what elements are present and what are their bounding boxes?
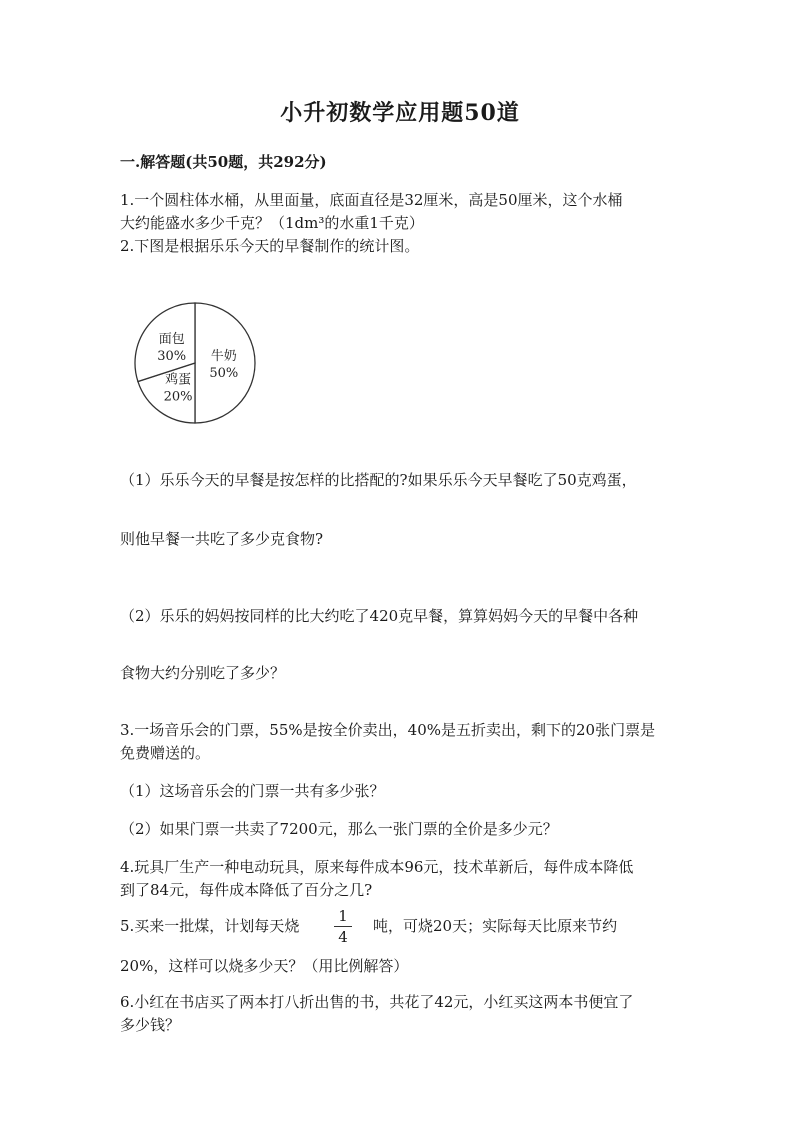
q2-part2-line2: 食物大约分别吃了多少？ [120, 664, 286, 682]
q1-line2: 大约能盛水多少千克？（1dm³的水重1千克） [120, 214, 424, 232]
q5-line2: 20%，这样可以烧多少天？（用比例解答） [120, 957, 409, 975]
q5-line1-before: 5.买来一批煤，计划每天烧 [120, 917, 300, 935]
section-heading: 一.解答题(共50题，共292分) [120, 153, 327, 171]
page-title: 小升初数学应用题50道 [280, 100, 520, 126]
q2-part1-line1: （1）乐乐今天的早餐是按怎样的比搭配的?如果乐乐今天早餐吃了50克鸡蛋， [120, 471, 637, 489]
q3-part1: （1）这场音乐会的门票一共有多少张？ [120, 782, 385, 800]
q4-line1: 4.玩具厂生产一种电动玩具，原来每件成本96元，技术革新后，每件成本降低 [120, 858, 634, 876]
q2-intro: 2.下图是根据乐乐今天的早餐制作的统计图。 [120, 237, 420, 255]
q3-part2: （2）如果门票一共卖了7200元，那么一张门票的全价是多少元？ [120, 820, 558, 838]
pie-slice-value-1: 20% [163, 389, 193, 405]
q2-part2-line1: （2）乐乐的妈妈按同样的比大约吃了420克早餐，算算妈妈今天的早餐中各种 [120, 607, 639, 625]
pie-slice-label-0: 牛奶 [210, 349, 237, 364]
fraction-denominator: 4 [338, 928, 348, 946]
pie-slice-label-1: 鸡蛋 [165, 372, 192, 388]
pie-slice-label-2: 面包 [158, 332, 185, 348]
q3-line2: 免费赠送的。 [120, 744, 211, 762]
pie-slice-value-2: 30% [157, 349, 187, 365]
breakfast-pie-chart [128, 300, 268, 430]
q3-line1: 3.一场音乐会的门票，55%是按全价卖出，40%是五折卖出，剩下的20张门票是 [120, 721, 656, 739]
pie-slices [135, 303, 255, 423]
pie-slice-value-0: 50% [209, 366, 239, 381]
q5-line1-after: 吨，可烧20天；实际每天比原来节约 [373, 917, 618, 935]
q6-line1: 6.小红在书店买了两本打八折出售的书，共花了42元，小红买这两本书便宜了 [120, 993, 634, 1011]
fraction-bar [334, 926, 352, 927]
q1-line1: 1.一个圆柱体水桶，从里面量，底面直径是32厘米，高是50厘米，这个水桶 [120, 191, 623, 209]
q2-part1-line2: 则他早餐一共吃了多少克食物? [120, 530, 324, 548]
q6-line2: 多少钱？ [120, 1016, 181, 1034]
q4-line2: 到了84元，每件成本降低了百分之几? [120, 881, 373, 899]
q5-fraction [334, 907, 352, 946]
fraction-numerator: 1 [338, 907, 348, 925]
